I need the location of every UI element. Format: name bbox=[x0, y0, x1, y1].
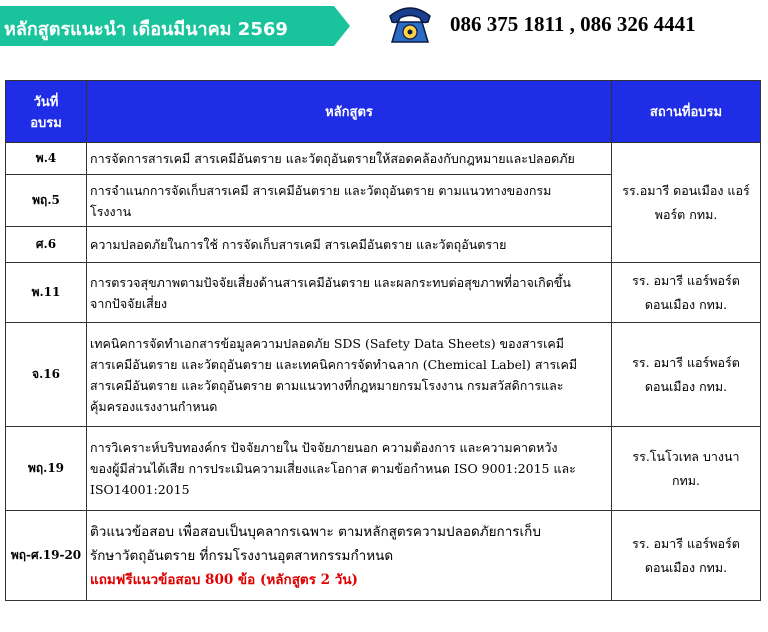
table-header-row bbox=[6, 81, 761, 143]
table-row bbox=[6, 263, 761, 323]
row-day: ศ.6 bbox=[6, 227, 87, 263]
row-day: พฤ.5 bbox=[6, 175, 87, 227]
row-place: รร.โนโวเทล บางนา กทม. bbox=[612, 427, 761, 511]
row-day: จ.16 bbox=[6, 323, 87, 427]
column-header-place: สถานที่อบรม bbox=[612, 81, 761, 143]
banner-title: หลักสูตรแนะนำ เดือนมีนาคม 2569 bbox=[4, 19, 288, 40]
row-place: รร. อมารี แอร์พอร์ต ดอนเมือง กทม. bbox=[612, 323, 761, 427]
row-course: ความปลอดภัยในการใช้ การจัดเก็บสารเคมี สารเคมีอันตราย และวัตถุอันตราย bbox=[87, 227, 612, 263]
column-header-date: วันที่ อบรม bbox=[6, 81, 87, 143]
title-banner bbox=[0, 6, 350, 46]
course-table bbox=[5, 80, 761, 601]
table-row bbox=[6, 143, 761, 175]
row-course: การตรวจสุขภาพตามปัจจัยเสี่ยงด้านสารเคมีอันตราย และผลกระทบต่อสุขภาพที่อาจเกิดขึ้น จากปัจจัยเสี่ยง bbox=[87, 263, 612, 323]
table-row bbox=[6, 427, 761, 511]
row-day: พ.11 bbox=[6, 263, 87, 323]
row-course: ติวแนวข้อสอบ เพื่อสอบเป็นบุคลากรเฉพาะ ตามหลักสูตรความปลอดภัยการเก็บ รักษาวัตถุอันตราย ที่กรมโรงงานอุตสาหกรรมกำหนด แถมฟรีแนวข้อสอบ 800 ข้อ (หลักสูตร 2 วัน) bbox=[87, 511, 612, 601]
row-course: การจัดการสารเคมี สารเคมีอันตราย และวัตถุอันตรายให้สอดคล้องกับกฎหมายและปลอดภัย bbox=[87, 143, 612, 175]
phone-numbers: 086 375 1811 , 086 326 4441 bbox=[450, 12, 696, 36]
row-course: การวิเคราะห์บริบทองค์กร ปัจจัยภายใน ปัจจัยภายนอก ความต้องการ และความคาดหวัง ของผู้มีส่วนได้เสีย การประเมินความเสี่ยงและโอกาส ตามข้อกำหนด ISO 9001:2015 และ ISO14001:2015 bbox=[87, 427, 612, 511]
row-day: พฤ.19 bbox=[6, 427, 87, 511]
row-day: พฤ-ศ.19-20 bbox=[6, 511, 87, 601]
row-course: การจำแนกการจัดเก็บสารเคมี สารเคมีอันตราย และวัตถุอันตราย ตามแนวทางของกรม โรงงาน bbox=[87, 175, 612, 227]
row-place: รร. อมารี แอร์พอร์ต ดอนเมือง กทม. bbox=[612, 263, 761, 323]
table-row bbox=[6, 323, 761, 427]
row-place: รร. อมารี แอร์พอร์ต ดอนเมือง กทม. bbox=[612, 511, 761, 601]
column-header-course: หลักสูตร bbox=[87, 81, 612, 143]
row-place-group: รร.อมารี ดอนเมือง แอร์ พอร์ต กทม. bbox=[612, 143, 761, 263]
telephone-icon bbox=[384, 2, 436, 46]
row-course: เทคนิคการจัดทำเอกสารข้อมูลความปลอดภัย SDS (Safety Data Sheets) ของสารเคมี สารเคมีอันตราย และวัตถุอันตราย และเทคนิคการจัดทำฉลาก (Chemical Label) สารเคมี สารเคมีอันตราย และวัตถุอันตราย ตามแนวทางที่กฎหมายกรมโรงงาน กรมสวัสดิการและ คุ้มครองแรงงานกำหนด bbox=[87, 323, 612, 427]
promo-text: แถมฟรีแนวข้อสอบ 800 ข้อ (หลักสูตร 2 วัน) bbox=[90, 571, 358, 588]
table-row bbox=[6, 511, 761, 601]
row-day: พ.4 bbox=[6, 143, 87, 175]
